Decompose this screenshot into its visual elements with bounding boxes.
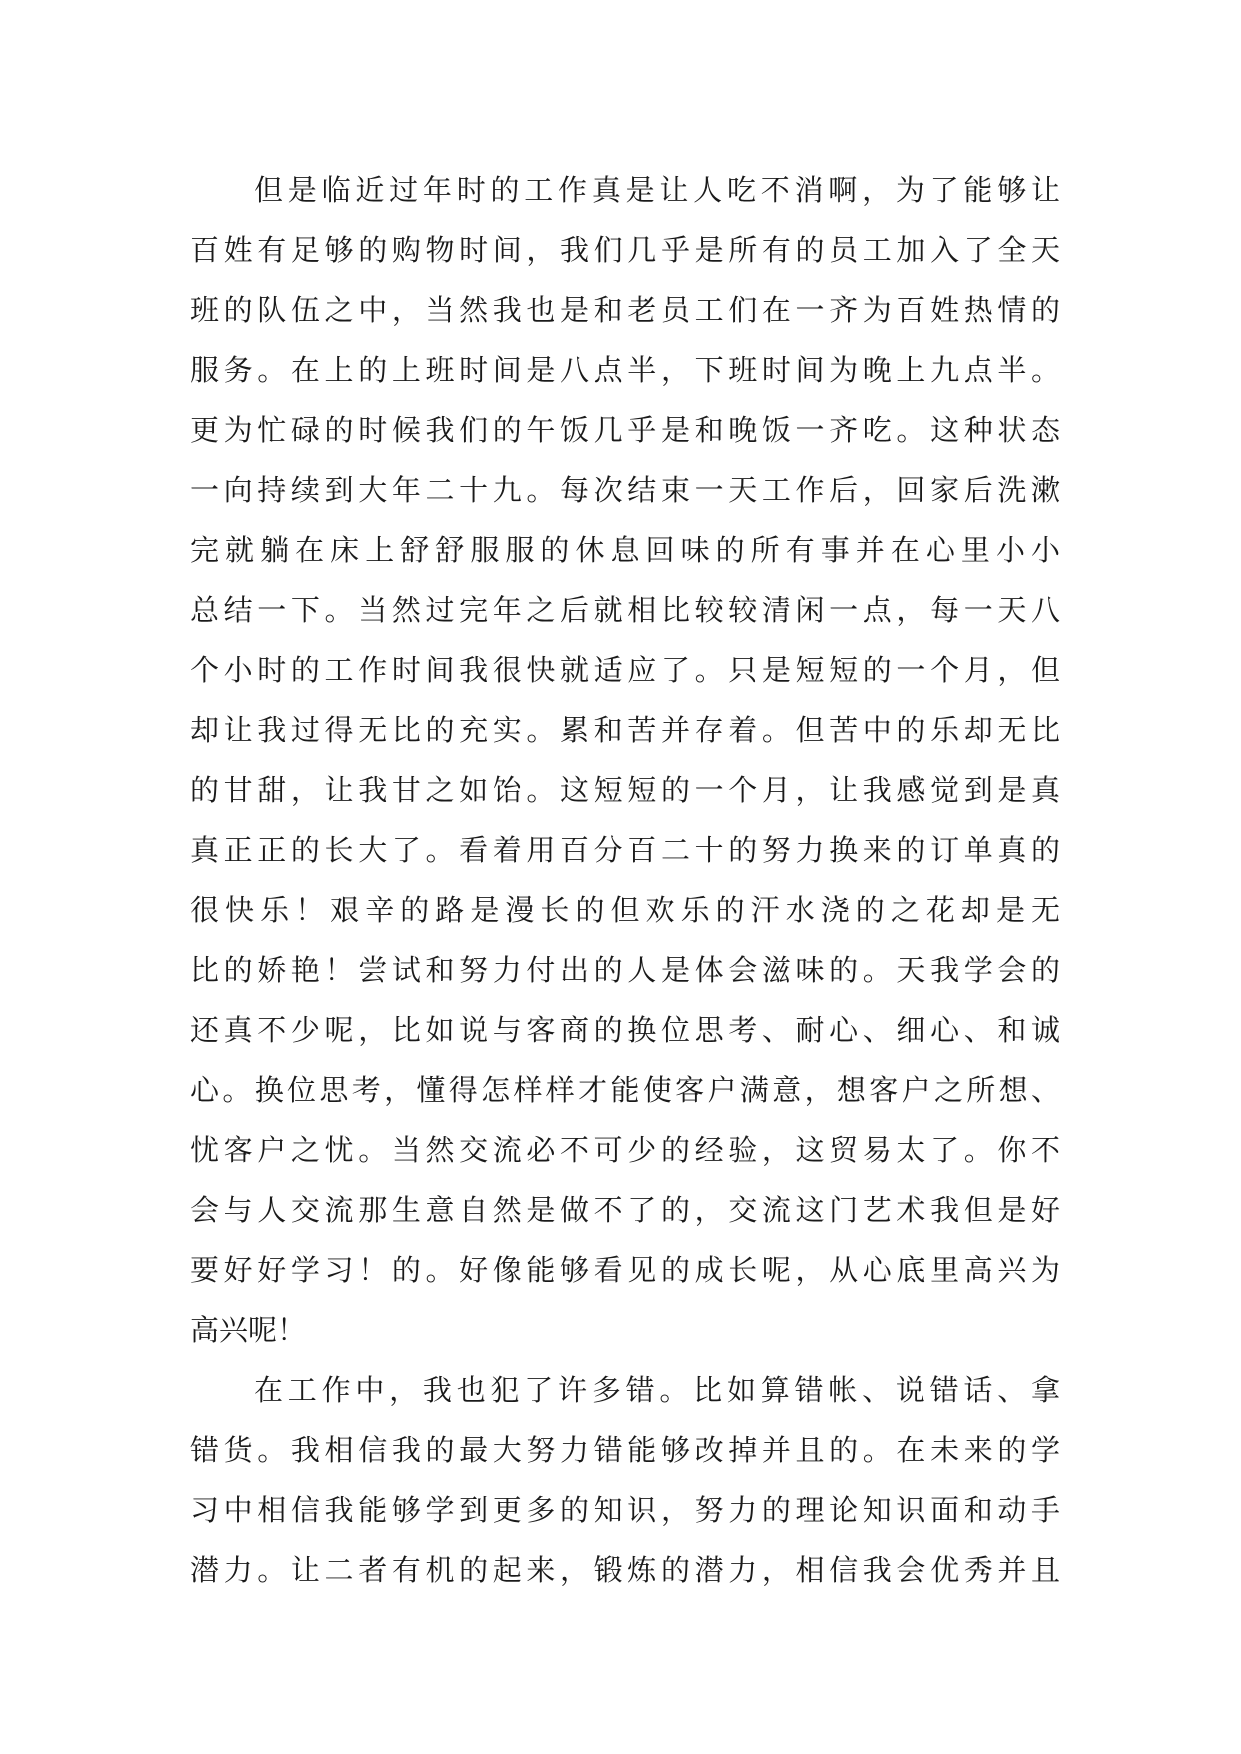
text-line: 但是临近过年时的工作真是让人吃不消啊，为了能够让 <box>254 173 1060 207</box>
text-line: 的甘甜，让我甘之如饴。这短短的一个月，让我感觉到是真 <box>190 773 1060 807</box>
text-line: 比的娇艳！尝试和努力付出的人是体会滋味的。天我学会的 <box>190 953 1060 987</box>
text-line: 却让我过得无比的充实。累和苦并存着。但苦中的乐却无比 <box>190 713 1060 747</box>
text-line: 潜力。让二者有机的起来，锻炼的潜力，相信我会优秀并且 <box>190 1553 1060 1587</box>
text-line: 忧客户之忧。当然交流必不可少的经验，这贸易太了。你不 <box>190 1133 1060 1167</box>
text-line: 完就躺在床上舒舒服服的休息回味的所有事并在心里小小 <box>190 533 1060 567</box>
text-line: 高兴呢！ <box>190 1313 307 1347</box>
paragraph-work-rush <box>190 160 1060 1360</box>
text-line: 班的队伍之中，当然我也是和老员工们在一齐为百姓热情的 <box>190 293 1060 327</box>
text-line: 心。换位思考，懂得怎样样才能使客户满意，想客户之所想、 <box>190 1073 1060 1107</box>
text-line: 更为忙碌的时候我们的午饭几乎是和晚饭一齐吃。这种状态 <box>190 413 1060 447</box>
document-body <box>190 160 1060 1600</box>
text-line: 服务。在上的上班时间是八点半，下班时间为晚上九点半。 <box>190 353 1060 387</box>
text-line: 真正正的长大了。看着用百分百二十的努力换来的订单真的 <box>190 833 1060 867</box>
text-line: 还真不少呢，比如说与客商的换位思考、耐心、细心、和诚 <box>190 1013 1060 1047</box>
text-line: 个小时的工作时间我很快就适应了。只是短短的一个月，但 <box>190 653 1060 687</box>
paragraph-mistakes <box>190 1360 1060 1600</box>
text-line: 总结一下。当然过完年之后就相比较较清闲一点，每一天八 <box>190 593 1060 627</box>
text-line: 一向持续到大年二十九。每次结束一天工作后，回家后洗漱 <box>190 473 1060 507</box>
text-line: 习中相信我能够学到更多的知识，努力的理论知识面和动手 <box>190 1493 1060 1527</box>
text-line: 很快乐！艰辛的路是漫长的但欢乐的汗水浇的之花却是无 <box>190 893 1060 927</box>
text-line: 会与人交流那生意自然是做不了的，交流这门艺术我但是好 <box>190 1193 1060 1227</box>
text-line: 百姓有足够的购物时间，我们几乎是所有的员工加入了全天 <box>190 233 1060 267</box>
text-line: 错货。我相信我的最大努力错能够改掉并且的。在未来的学 <box>190 1433 1060 1467</box>
text-line: 在工作中，我也犯了许多错。比如算错帐、说错话、拿 <box>254 1373 1060 1407</box>
text-line: 要好好学习！的。好像能够看见的成长呢，从心底里高兴为 <box>190 1253 1060 1287</box>
